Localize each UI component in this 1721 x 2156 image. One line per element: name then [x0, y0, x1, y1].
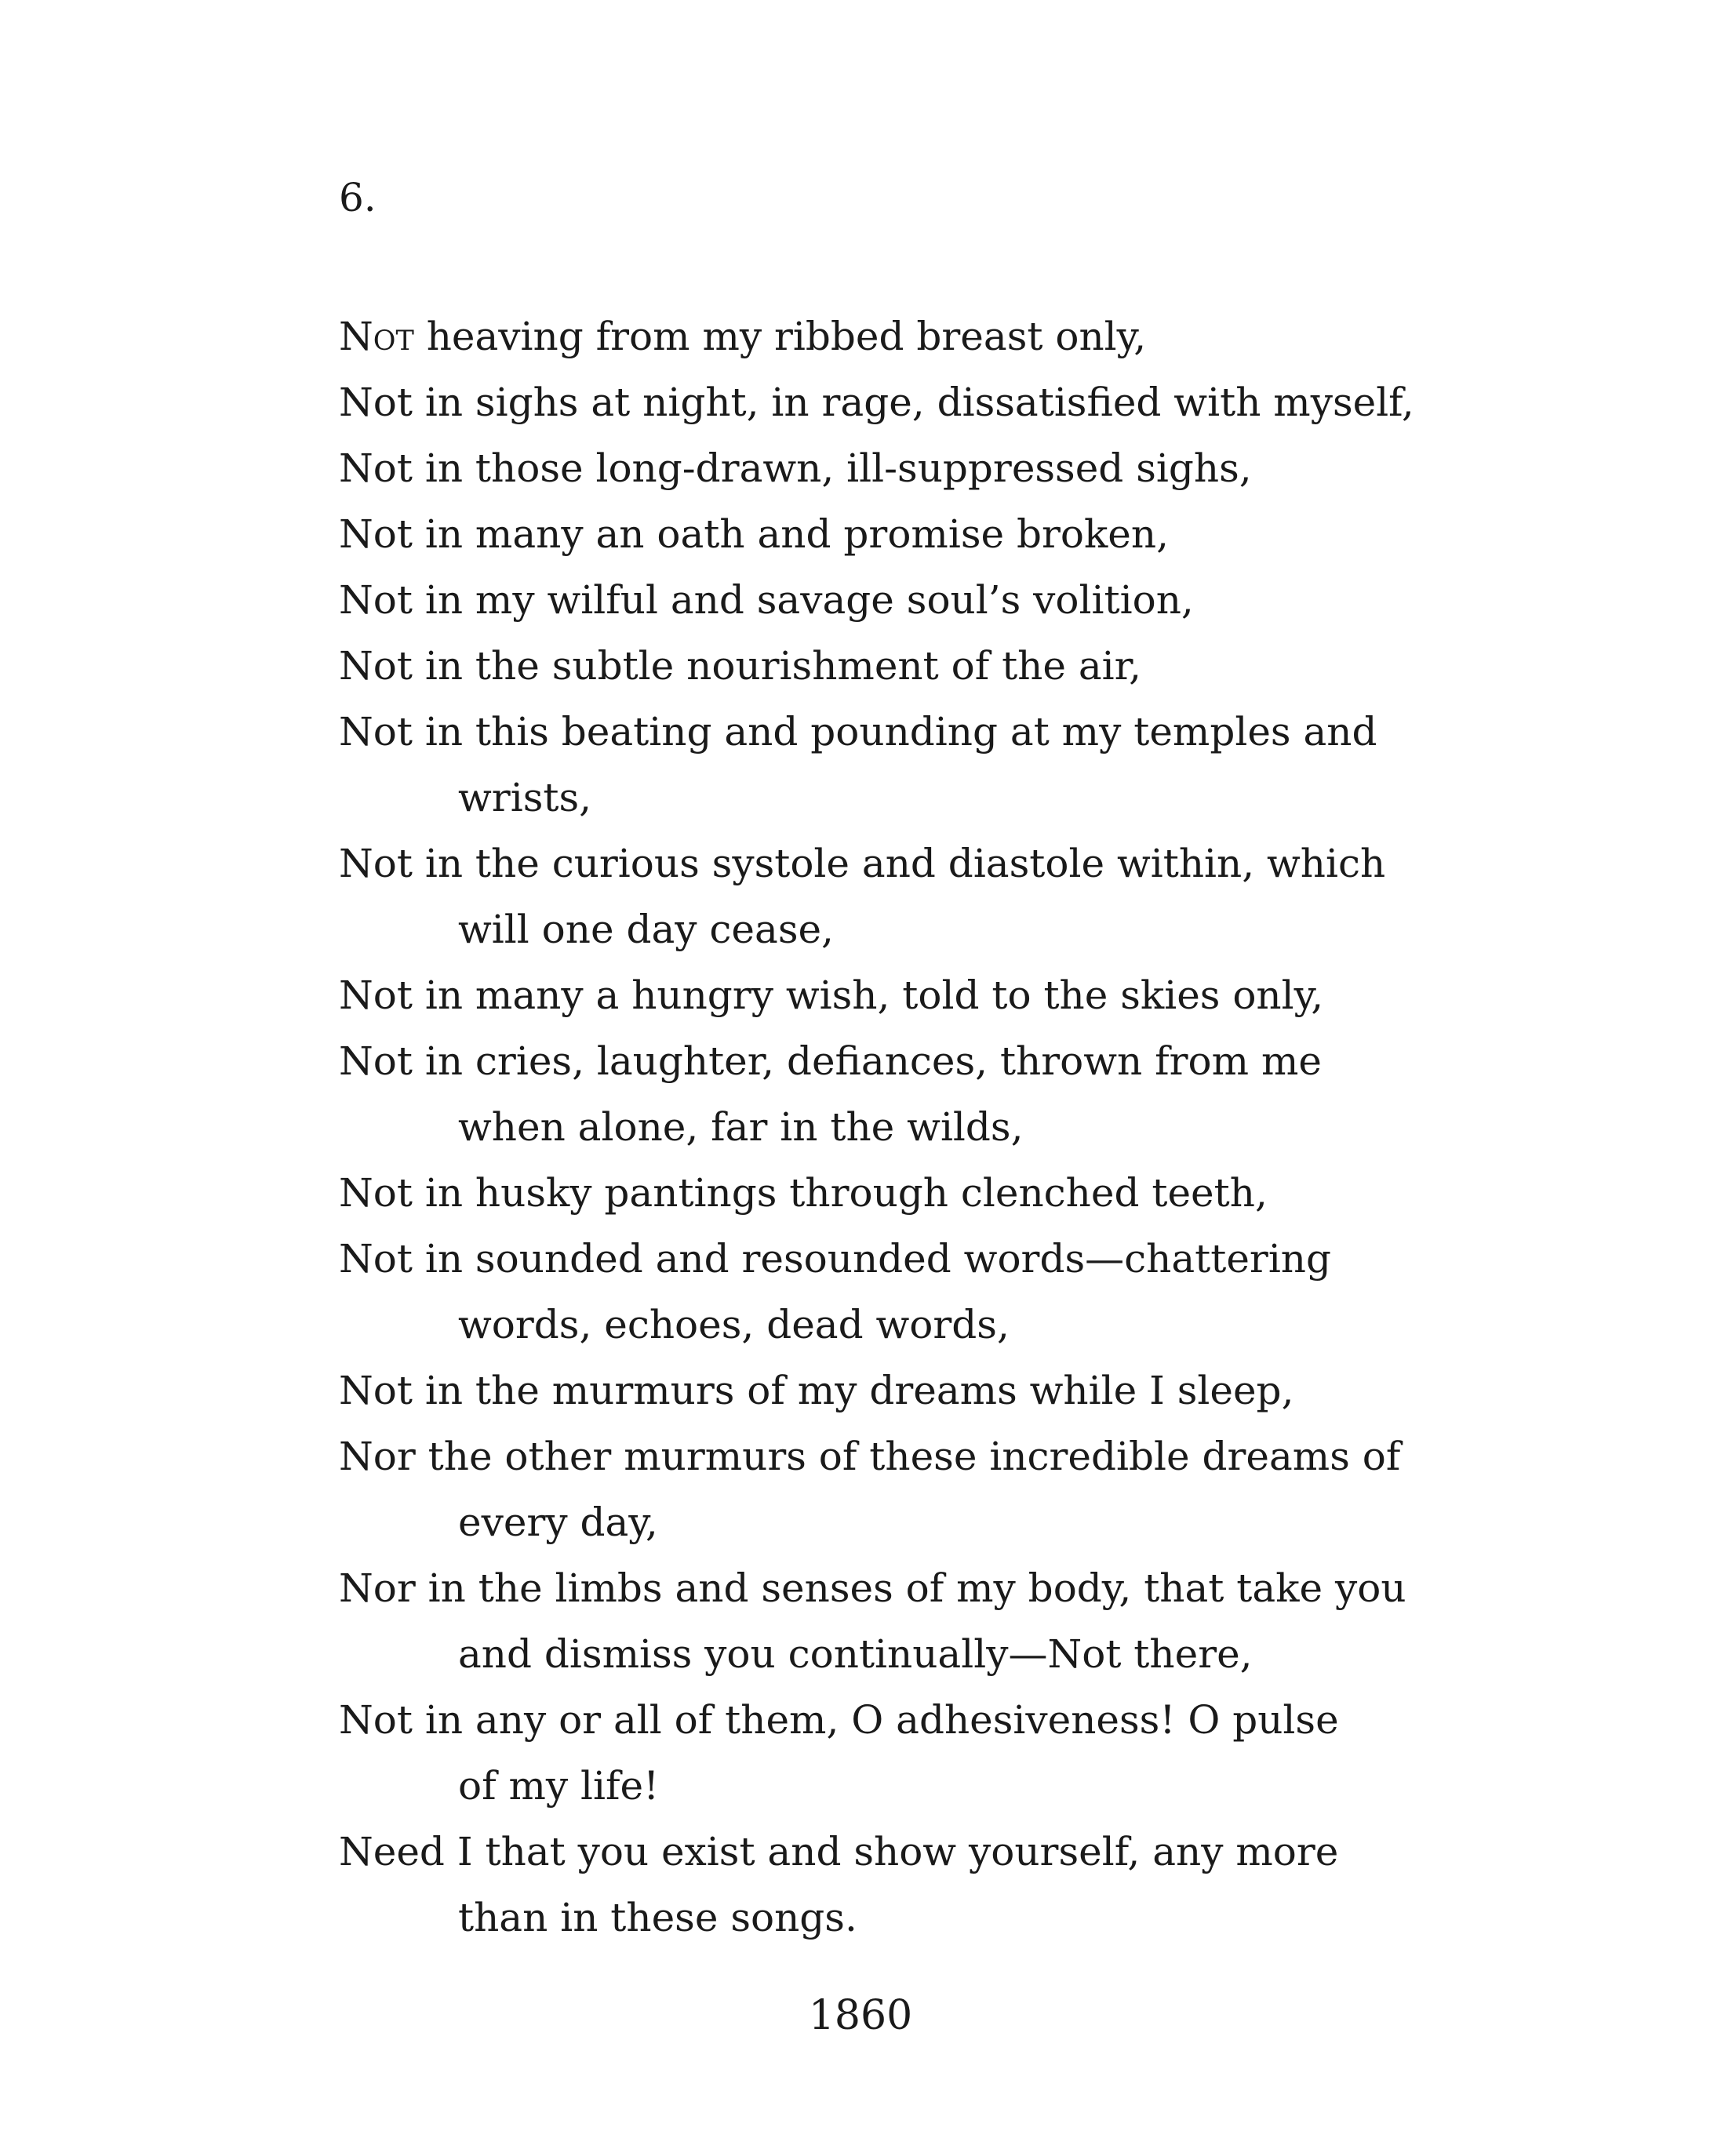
poem-line: Not in sounded and resounded words—chattering — [339, 1236, 1332, 1282]
poem-line: Not in cries, laughter, defiances, thrown from me — [339, 1038, 1322, 1084]
section-number: 6. — [339, 175, 377, 220]
poem-line: Not in sighs at night, in rage, dissatisfied with myself, — [339, 380, 1414, 425]
poem-first-line-rest: heaving from my ribbed breast only, — [413, 314, 1147, 359]
poem-line-continuation: will one day cease, — [458, 907, 834, 952]
poem-body — [339, 304, 1476, 1951]
poem-line: Not in many an oath and promise broken, — [339, 511, 1169, 557]
poem-line: Not in the curious systole and diastole within, which — [339, 841, 1386, 886]
poem-line: Not in my wilful and savage soul’s volition, — [339, 577, 1194, 623]
poem-line-continuation: words, echoes, dead words, — [458, 1302, 1010, 1347]
poem-line: Not in any or all of them, O adhesiveness! O pulse — [339, 1697, 1339, 1743]
poem-line: Not in the murmurs of my dreams while I sleep, — [339, 1368, 1294, 1413]
poem-line-1 — [339, 304, 1476, 369]
poem-first-word: Not — [339, 314, 414, 359]
poem-line: Not in those long-drawn, ill-suppressed sighs, — [339, 445, 1252, 491]
poem-line: Need I that you exist and show yourself, any more — [339, 1829, 1339, 1874]
poem-line: Nor the other murmurs of these incredible dreams of — [339, 1434, 1401, 1479]
poem-line-continuation: of my life! — [458, 1763, 660, 1809]
poem-line: Not in many a hungry wish, told to the skies only, — [339, 973, 1324, 1018]
poem-line: Not in the subtle nourishment of the air, — [339, 643, 1141, 689]
poem-line-continuation: when alone, far in the wilds, — [458, 1104, 1024, 1150]
poem-line: Nor in the limbs and senses of my body, that take you — [339, 1565, 1406, 1611]
publication-year: 1860 — [808, 1992, 913, 2039]
poem-line: Not in this beating and pounding at my temples and — [339, 709, 1377, 754]
poem-line-continuation: than in these songs. — [458, 1895, 857, 1940]
poem-line-continuation: every day, — [458, 1500, 658, 1545]
poem-line-continuation: and dismiss you continually—Not there, — [458, 1631, 1253, 1677]
poem-line-continuation: wrists, — [458, 775, 591, 820]
poem-line: Not in husky pantings through clenched teeth, — [339, 1170, 1268, 1216]
